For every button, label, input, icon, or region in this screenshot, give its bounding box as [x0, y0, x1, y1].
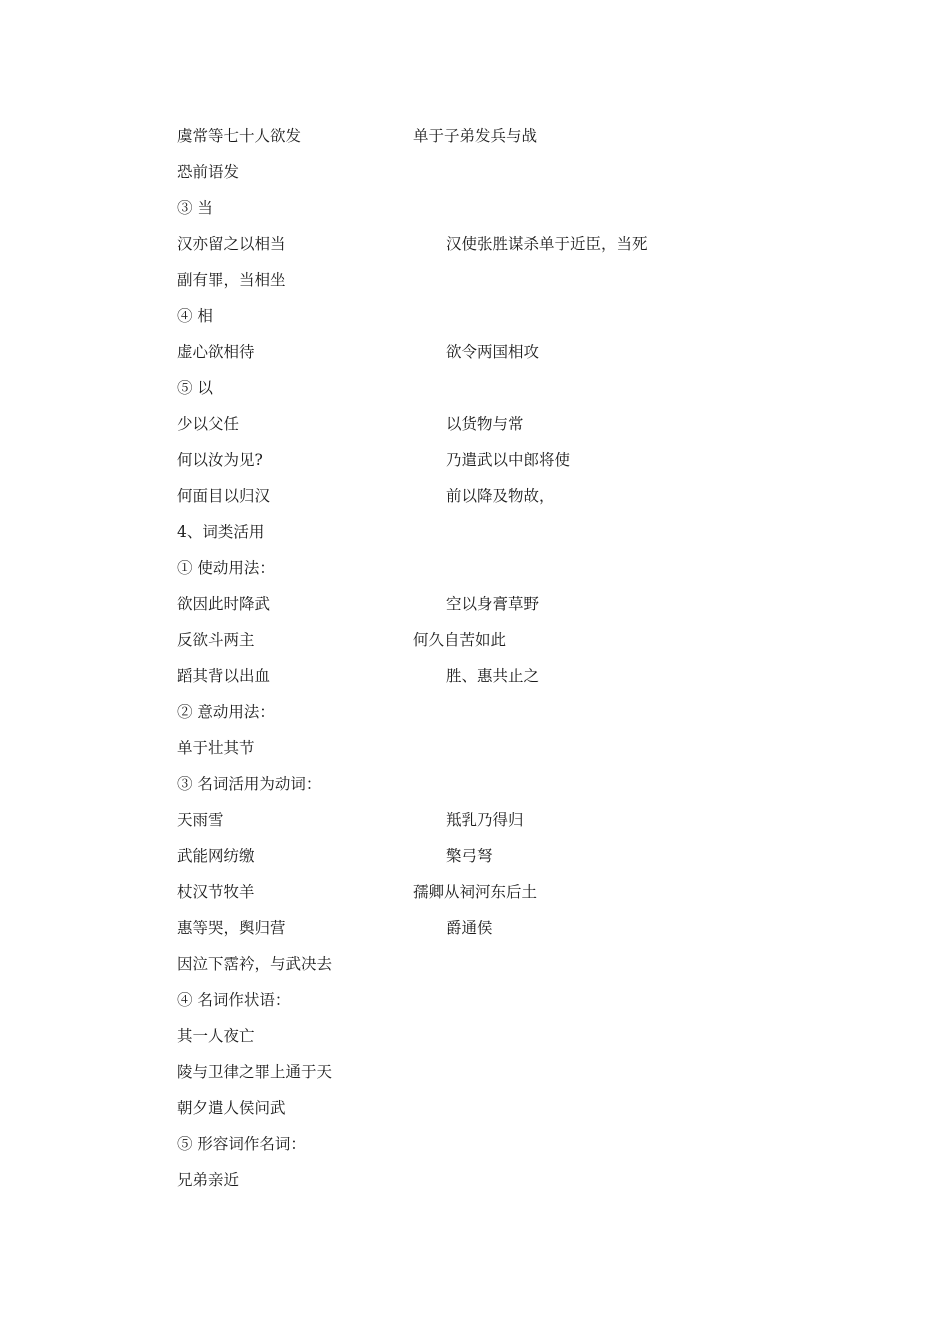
section-heading: ② 意动用法： [177, 703, 275, 721]
text-line [177, 664, 817, 688]
text-line [177, 196, 817, 220]
text-line [177, 1096, 817, 1120]
section-heading: ⑤ 以 [177, 379, 213, 397]
line-left-text: 少以父任 [177, 415, 240, 433]
line-left-text: 欲因此时降武 [177, 595, 271, 613]
text-line [177, 988, 817, 1012]
text-line [177, 520, 817, 544]
text-line [177, 232, 817, 256]
line-right-text: 以货物与常 [446, 415, 524, 433]
line-right-text: 胜、惠共止之 [446, 667, 540, 685]
line-left-text: 虞常等七十人欲发 [177, 127, 302, 145]
text-line [177, 160, 817, 184]
text-line [177, 412, 817, 436]
text-line [177, 556, 817, 580]
text-line [177, 124, 817, 148]
text-line [177, 952, 817, 976]
section-heading: ① 使动用法： [177, 559, 275, 577]
line-left-text: 杖汉节牧羊 [177, 883, 255, 901]
section-heading: ③ 名词活用为动词： [177, 775, 322, 793]
text-line [177, 1168, 817, 1192]
text-line [177, 916, 817, 940]
text-line [177, 1132, 817, 1156]
text-line [177, 736, 817, 760]
line-left-text: 虚心欲相待 [177, 343, 255, 361]
line-left-text: 副有罪，当相坐 [177, 271, 286, 289]
text-line [177, 772, 817, 796]
text-line [177, 700, 817, 724]
text-line [177, 484, 817, 508]
text-line [177, 304, 817, 328]
line-left-text: 天雨雪 [177, 811, 224, 829]
text-line [177, 268, 817, 292]
text-line [177, 592, 817, 616]
text-line [177, 844, 817, 868]
line-left-text: 因泣下霑衿，与武决去 [177, 955, 333, 973]
line-left-text: 陵与卫律之罪上通于天 [177, 1063, 333, 1081]
line-right-text: 汉使张胜谋杀单于近臣，当死 [446, 235, 648, 253]
line-left-text: 蹈其背以出血 [177, 667, 271, 685]
line-right-text: 前以降及物故， [446, 487, 555, 505]
line-left-text: 单于壮其节 [177, 739, 255, 757]
line-right-text: 孺卿从祠河东后土 [413, 883, 538, 901]
section-heading: ⑤ 形容词作名词： [177, 1135, 306, 1153]
line-right-text: 檠弓弩 [446, 847, 493, 865]
section-heading: ④ 名词作状语： [177, 991, 291, 1009]
text-line [177, 1060, 817, 1084]
section-heading: ③ 当 [177, 199, 213, 217]
text-line [177, 1024, 817, 1048]
text-line [177, 340, 817, 364]
text-line [177, 448, 817, 472]
section-heading: ④ 相 [177, 307, 213, 325]
line-left-text: 朝夕遣人侯问武 [177, 1099, 286, 1117]
line-left-text: 武能网纺缴 [177, 847, 255, 865]
text-line [177, 808, 817, 832]
line-left-text: 何以汝为见? [177, 451, 263, 469]
line-left-text: 惠等哭，舆归营 [177, 919, 286, 937]
text-line [177, 376, 817, 400]
text-line [177, 628, 817, 652]
line-right-text: 单于子弟发兵与战 [413, 127, 538, 145]
line-left-text: 汉亦留之以相当 [177, 235, 286, 253]
line-right-text: 羝乳乃得归 [446, 811, 524, 829]
line-right-text: 爵通侯 [446, 919, 493, 937]
line-left-text: 兄弟亲近 [177, 1171, 240, 1189]
text-line [177, 880, 817, 904]
line-left-text: 反欲斗两主 [177, 631, 255, 649]
line-left-text: 其一人夜亡 [177, 1027, 255, 1045]
line-left-text: 恐前语发 [177, 163, 240, 181]
line-right-text: 何久自苦如此 [413, 631, 507, 649]
line-right-text: 乃遣武以中郎将使 [446, 451, 571, 469]
line-left-text: 何面目以归汉 [177, 487, 271, 505]
section-heading: 4、词类活用 [177, 523, 265, 541]
line-right-text: 欲令两国相攻 [446, 343, 540, 361]
line-right-text: 空以身膏草野 [446, 595, 540, 613]
